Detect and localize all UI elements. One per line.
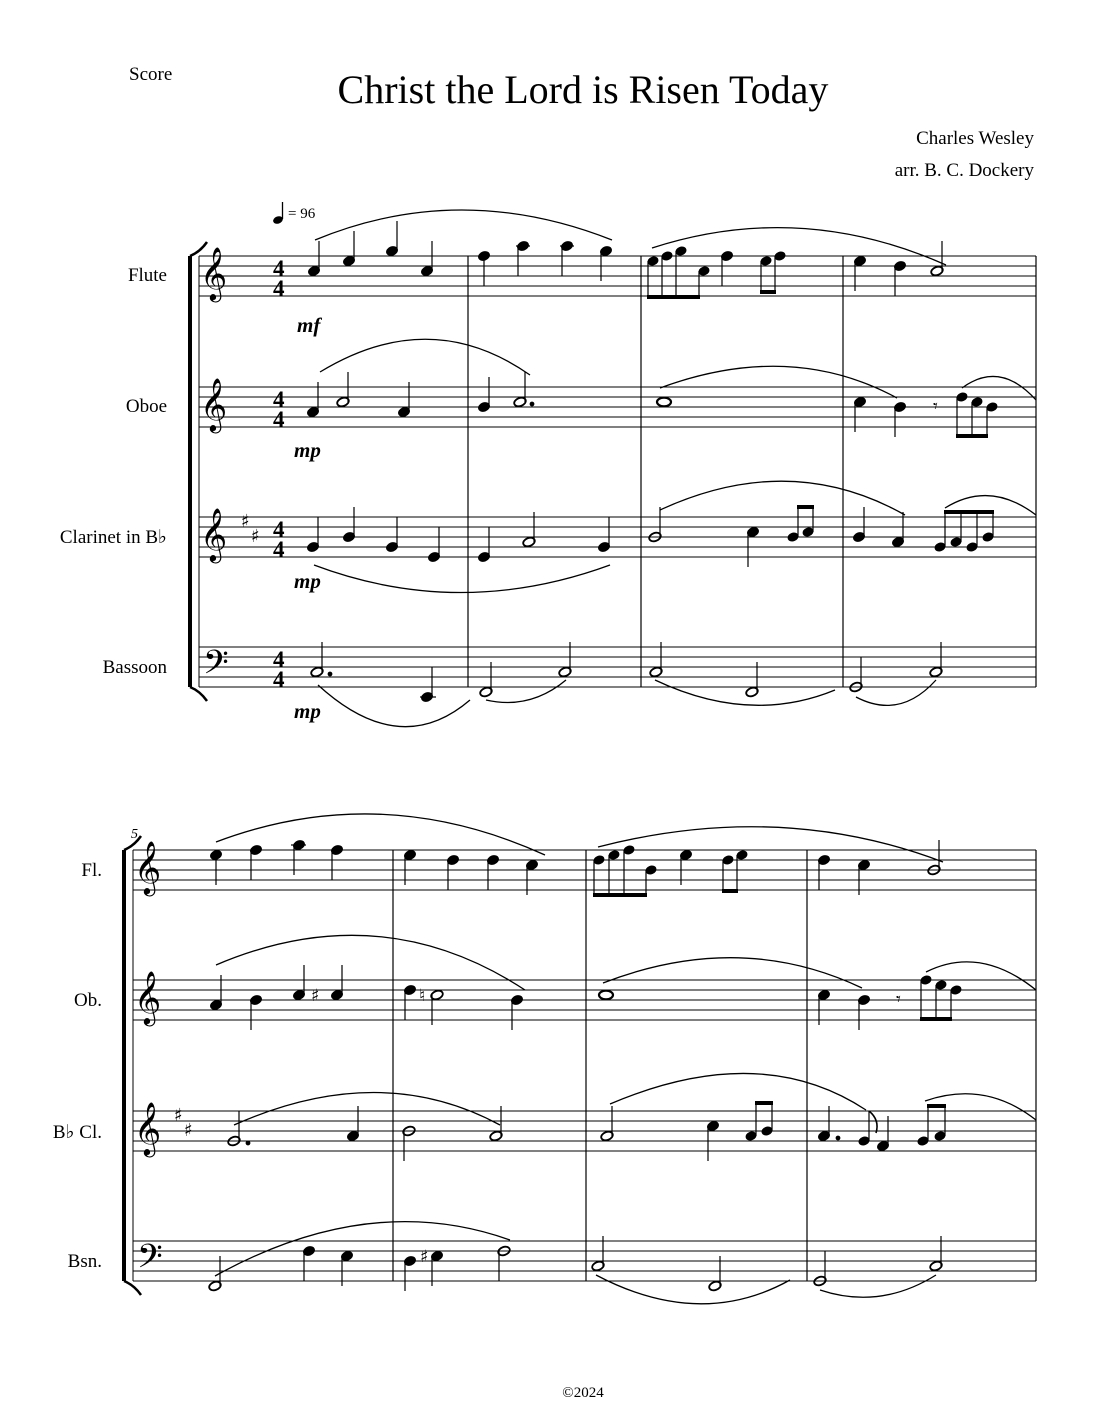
measure-number: 5 <box>131 827 138 842</box>
svg-text:4: 4 <box>273 387 285 412</box>
composer-credit: Charles Wesley <box>916 128 1034 149</box>
svg-text:♯: ♯ <box>251 526 260 547</box>
treble-clef-icon: 𝄞 <box>200 507 228 561</box>
flute-notes <box>209 814 943 897</box>
staff-lines <box>133 850 1036 1281</box>
svg-text:♯: ♯ <box>241 511 250 532</box>
instrument-label-clarinet-short: B♭ Cl. <box>52 1122 102 1143</box>
svg-text:4: 4 <box>273 537 285 562</box>
svg-text:♯: ♯ <box>174 1105 183 1126</box>
instrument-label-bassoon-short: Bsn. <box>67 1251 102 1272</box>
arranger-credit: arr. B. C. Dockery <box>894 160 1034 181</box>
svg-text:4: 4 <box>273 647 285 672</box>
treble-clef-icon: 𝄞 <box>200 246 228 300</box>
bassoon-notes <box>310 642 943 727</box>
sharp-icon: ♯ <box>311 986 320 1006</box>
sharp-icon: ♯ <box>420 1247 429 1267</box>
oboe-notes <box>209 935 1036 1030</box>
instrument-label-oboe: Oboe <box>125 396 167 417</box>
treble-clef-icon: 𝄞 <box>134 970 162 1024</box>
system-bracket <box>122 836 141 1295</box>
svg-text:4: 4 <box>273 407 285 432</box>
oboe-notes <box>306 339 1036 438</box>
dynamic-marking: mp <box>294 699 321 723</box>
treble-clef-icon: 𝄞 <box>200 377 228 431</box>
system-bracket <box>188 242 207 701</box>
treble-clef-icon: 𝄞 <box>134 840 162 894</box>
treble-clef-icon: 𝄞 <box>134 1101 162 1155</box>
dynamic-marking: mf <box>297 313 321 337</box>
svg-text:4: 4 <box>273 276 285 301</box>
bass-clef-icon: 𝄢 <box>203 644 229 690</box>
bassoon-notes <box>208 1222 943 1304</box>
instrument-label-oboe-short: Ob. <box>74 990 102 1011</box>
instrument-label-clarinet: Clarinet in B♭ <box>59 527 167 548</box>
copyright-notice: ©2024 <box>562 1385 604 1401</box>
svg-text:♯: ♯ <box>184 1120 193 1141</box>
instrument-label-flute-short: Fl. <box>81 860 102 881</box>
svg-text:4: 4 <box>273 256 285 281</box>
staff-lines <box>199 256 1036 687</box>
key-signature-sharps-icon <box>241 511 260 547</box>
system-2 <box>122 814 1036 1304</box>
instrument-label-bassoon: Bassoon <box>102 657 167 678</box>
dynamic-marking: mp <box>294 569 321 593</box>
instrument-label-flute: Flute <box>127 265 167 286</box>
key-signature-sharps-icon <box>174 1105 193 1141</box>
time-signature-icon <box>273 256 285 692</box>
tempo-marking: = 96 <box>288 206 316 222</box>
barlines <box>468 256 1036 687</box>
tempo-note-icon <box>272 202 284 225</box>
score-label: Score <box>129 64 173 85</box>
bass-clef-icon: 𝄢 <box>137 1238 163 1284</box>
dynamic-marking: mp <box>294 438 321 462</box>
svg-text:4: 4 <box>273 517 285 542</box>
clarinet-notes <box>227 1073 1036 1161</box>
system-1 <box>188 210 1036 727</box>
page-title: Christ the Lord is Risen Today <box>337 67 829 112</box>
eighth-rest-icon: 𝄾 <box>933 396 938 417</box>
eighth-rest-icon: 𝄾 <box>896 989 901 1010</box>
barlines <box>393 850 1036 1281</box>
natural-icon: ♮ <box>419 986 426 1006</box>
svg-text:4: 4 <box>273 667 285 692</box>
